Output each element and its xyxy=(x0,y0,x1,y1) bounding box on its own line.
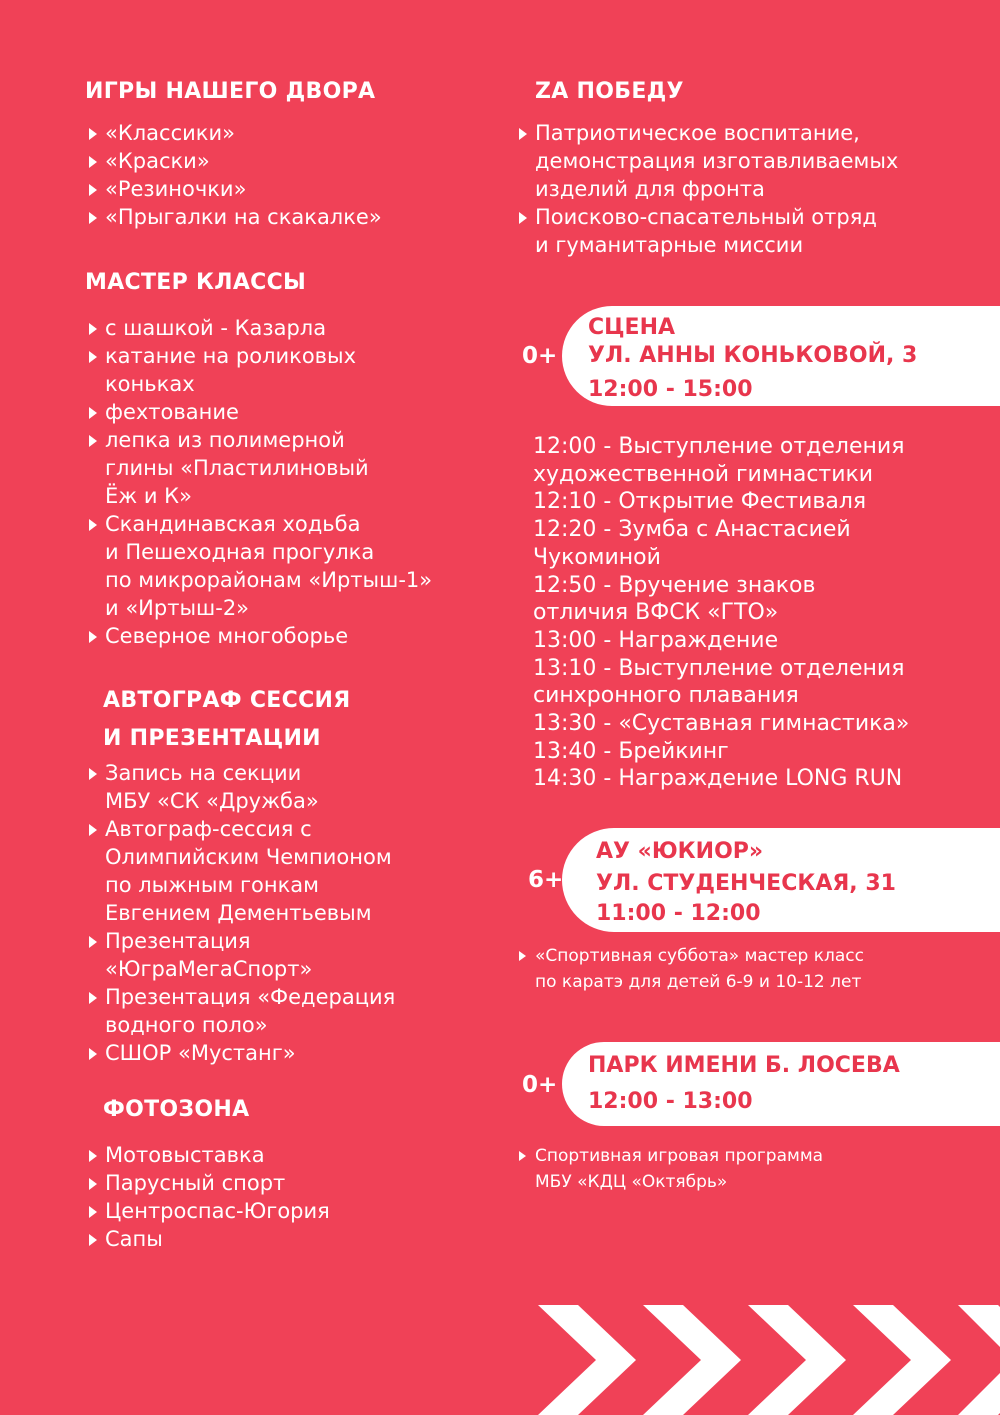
list-item: Запись на секции МБУ «СК «Дружба» xyxy=(85,759,395,815)
list-item: Автограф-сессия с Олимпийским Чемпионом по лыжным гонкам Евгением Дементьевым xyxy=(85,815,395,927)
list-item: Центроспас-Югория xyxy=(85,1197,330,1225)
list-item: с шашкой - Казарла xyxy=(85,314,432,342)
list-item: лепка из полимерной глины «Пластилиновый Ёж и К» xyxy=(85,426,432,510)
age-badge: 6+ xyxy=(528,867,564,893)
list-item: Сапы xyxy=(85,1225,330,1253)
ukior-list xyxy=(515,943,864,995)
schedule-line: 12:00 - Выступление отделения xyxy=(533,434,905,459)
schedule-line: 12:10 - Открытие Фестиваля xyxy=(533,489,867,515)
list-item: Презентация «Федерация водного поло» xyxy=(85,983,395,1039)
stage-title: СЦЕНА xyxy=(588,315,676,340)
chevron-right-icon xyxy=(853,1305,951,1415)
list-item: Поисково-спасательный отряд и гуманитарные миссии xyxy=(515,203,898,259)
list-item: «Краски» xyxy=(85,147,382,175)
za-list xyxy=(515,119,898,259)
games-heading: ИГРЫ НАШЕГО ДВОРА xyxy=(85,79,376,104)
list-item: Мотовыставка xyxy=(85,1141,330,1169)
schedule-line: 12:50 - Вручение знаков xyxy=(533,572,816,598)
master-heading: МАСТЕР КЛАССЫ xyxy=(85,270,307,295)
park-title: ПАРК ИМЕНИ Б. ЛОСЕВА xyxy=(588,1053,900,1078)
master-list xyxy=(85,314,432,650)
schedule-line: 12:20 - Зумба с Анастасией xyxy=(533,517,851,543)
chevron-right-icon xyxy=(538,1305,636,1415)
list-item: Спортивная игровая программа МБУ «КДЦ «Октябрь» xyxy=(515,1143,823,1195)
ukior-venue-banner xyxy=(562,828,1000,932)
schedule-line: Чукоминой xyxy=(533,544,661,570)
photozone-list xyxy=(85,1141,330,1253)
ukior-address: УЛ. СТУДЕНЧЕСКАЯ, 31 xyxy=(596,871,896,896)
chevron-arrows-decoration xyxy=(530,1305,1000,1415)
age-badge: 0+ xyxy=(522,343,558,369)
park-list xyxy=(515,1143,823,1195)
stage-venue-banner xyxy=(562,306,1000,406)
list-item: фехтование xyxy=(85,398,432,426)
list-item: СШОР «Мустанг» xyxy=(85,1039,395,1067)
za-heading: ZA ПОБЕДУ xyxy=(535,79,684,104)
ukior-time: 11:00 - 12:00 xyxy=(596,901,761,926)
schedule-line: художественной гимнастики xyxy=(533,461,874,487)
list-item: катание на роликовых коньках xyxy=(85,342,432,398)
schedule-line: 13:10 - Выступление отделения xyxy=(533,655,905,681)
chevron-right-icon xyxy=(958,1305,1000,1415)
list-item: «Прыгалки на скакалке» xyxy=(85,203,382,231)
photozone-heading: ФОТОЗОНА xyxy=(103,1097,250,1122)
stage-address: УЛ. АННЫ КОНЬКОВОЙ, 3 xyxy=(588,343,918,368)
autograph-heading: АВТОГРАФ СЕССИЯ И ПРЕЗЕНТАЦИИ xyxy=(103,688,351,751)
schedule-line: 13:00 - Награждение xyxy=(533,627,779,653)
schedule-line: 13:30 - «Суставная гимнастика» xyxy=(533,711,910,737)
age-badge: 0+ xyxy=(522,1072,558,1098)
park-time: 12:00 - 13:00 xyxy=(588,1089,753,1114)
list-item: «Классики» xyxy=(85,119,382,147)
schedule-line: отличия ВФСК «ГТО» xyxy=(533,600,779,626)
stage-time: 12:00 - 15:00 xyxy=(588,377,753,402)
chevron-right-icon xyxy=(643,1305,741,1415)
list-item: «Резиночки» xyxy=(85,175,382,203)
games-list xyxy=(85,119,382,231)
park-venue-banner xyxy=(562,1042,1000,1126)
schedule-line: синхронного плавания xyxy=(533,683,799,709)
list-item: Парусный спорт xyxy=(85,1169,330,1197)
list-item: Скандинавская ходьба и Пешеходная прогулка по микрорайонам «Иртыш-1» и «Иртыш-2» xyxy=(85,510,432,622)
ukior-title: АУ «ЮКИОР» xyxy=(596,839,764,864)
chevron-right-icon xyxy=(748,1305,846,1415)
list-item: Северное многоборье xyxy=(85,622,432,650)
autograph-list xyxy=(85,759,395,1067)
schedule-line: 13:40 - Брейкинг xyxy=(533,738,729,764)
list-item: «Спортивная суббота» мастер класс по каратэ для детей 6-9 и 10-12 лет xyxy=(515,943,864,995)
stage-schedule xyxy=(533,433,909,793)
list-item: Презентация «ЮграМегаСпорт» xyxy=(85,927,395,983)
schedule-line: 14:30 - Награждение LONG RUN xyxy=(533,766,903,792)
list-item: Патриотическое воспитание, демонстрация изготавливаемых изделий для фронта xyxy=(515,119,898,203)
